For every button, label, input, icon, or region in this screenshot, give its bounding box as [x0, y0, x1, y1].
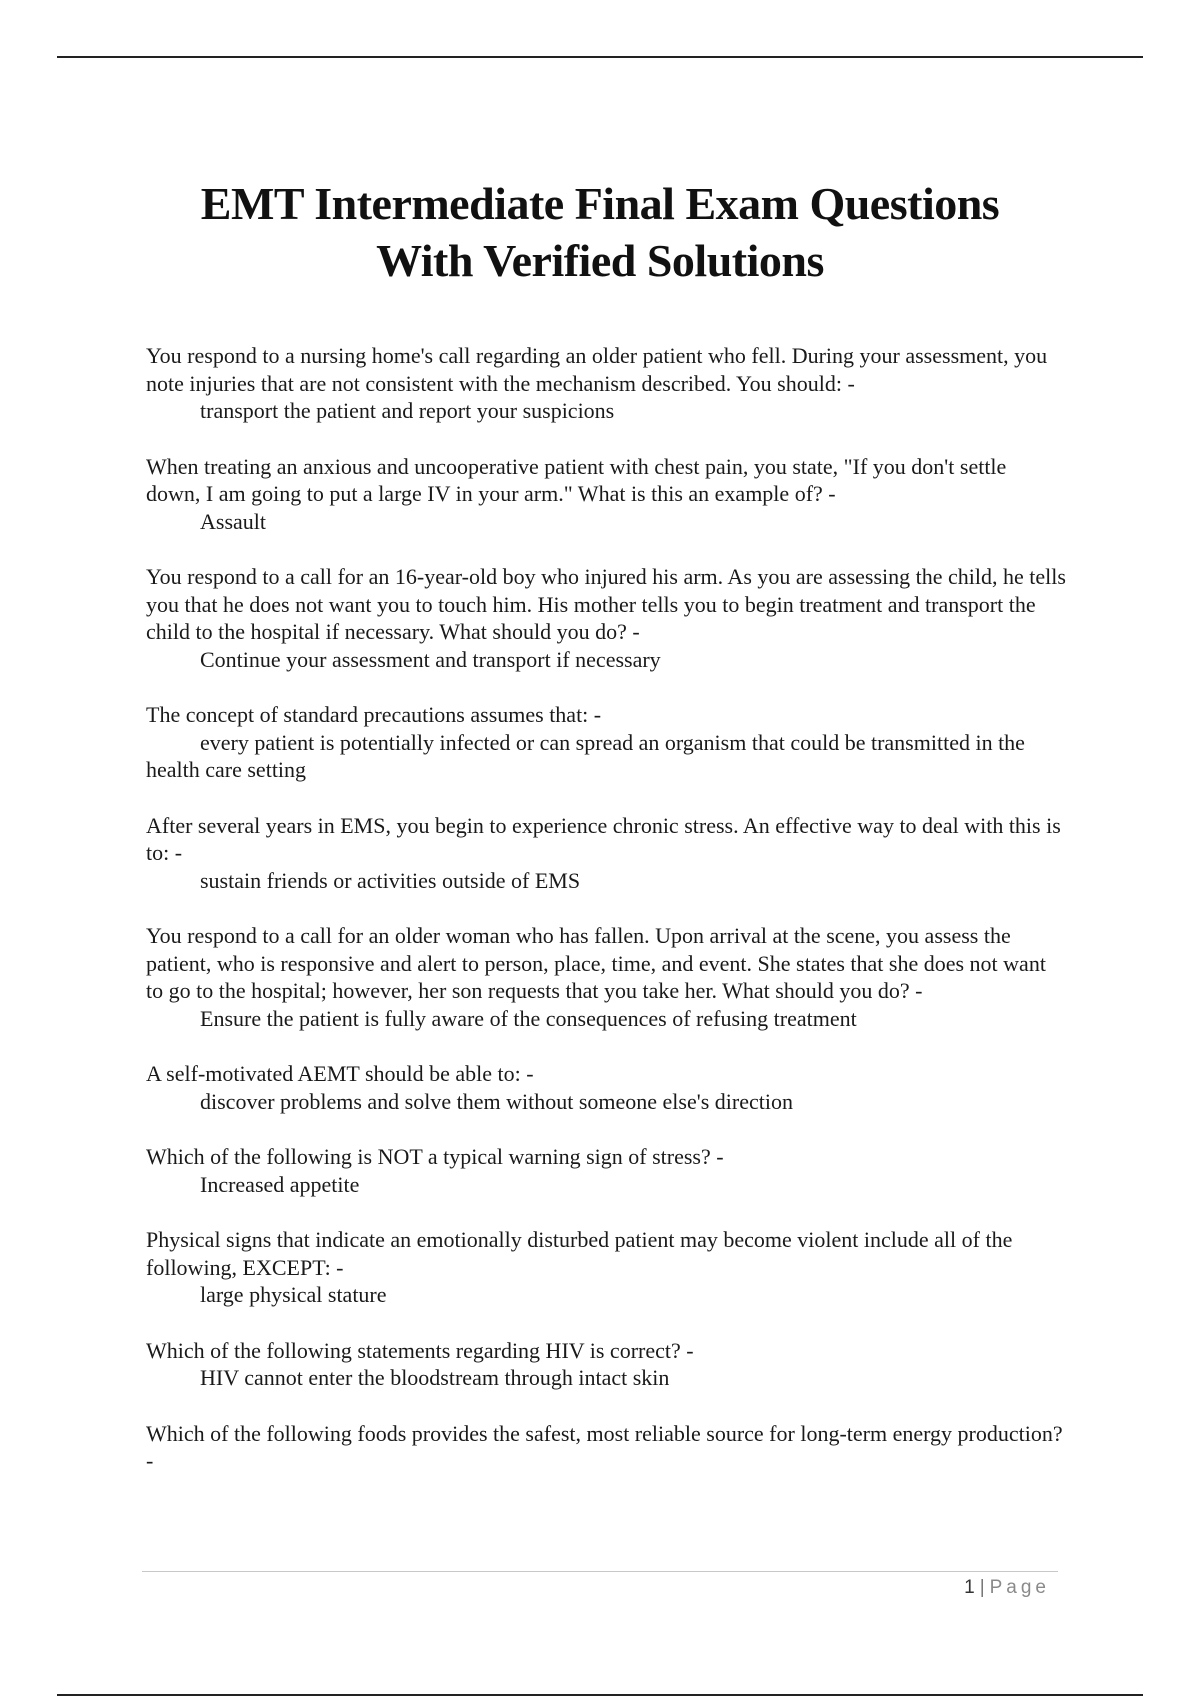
qa-item	[146, 342, 1066, 425]
question-text: When treating an anxious and uncooperative patient with chest pain, you state, "If you don't settle down, I am going to put a large IV in your arm." What is this an example of? -	[146, 453, 1007, 506]
question-text: Which of the following foods provides the safest, most reliable source for long-term energy production? -	[146, 1420, 1063, 1473]
question-text: You respond to a call for an 16-year-old boy who injured his arm. As you are assessing the child, he tells you that he does not want you to touch him. His mother tells you to begin treatment and transport the child to the hospital if necessary. What should you do? -	[146, 564, 1066, 644]
footer-rule	[142, 1571, 1058, 1572]
answer-text: Assault	[200, 508, 266, 534]
answer-text: large physical stature	[200, 1282, 387, 1307]
question-text: The concept of standard precautions assumes that: -	[146, 702, 602, 727]
bottom-rule	[57, 1694, 1143, 1696]
qa-item	[146, 701, 1066, 784]
answer-text: Ensure the patient is fully aware of the consequences of refusing treatment	[200, 1005, 857, 1031]
document-title	[0, 175, 1200, 289]
qa-item	[146, 1143, 1066, 1198]
qa-item	[146, 453, 1066, 536]
title-line-2: With Verified Solutions	[376, 234, 824, 286]
page-number-value: 1	[964, 1577, 976, 1598]
answer-text: transport the patient and report your suspicions	[200, 398, 615, 423]
qa-item	[146, 563, 1066, 673]
page-word: Page	[989, 1577, 1050, 1598]
answer-text: HIV cannot enter the bloodstream through intact skin	[200, 1365, 670, 1390]
question-text: Which of the following statements regarding HIV is correct? -	[146, 1337, 694, 1363]
qa-item	[146, 1420, 1066, 1475]
question-text: Which of the following is NOT a typical warning sign of stress? -	[146, 1144, 724, 1169]
answer-text: sustain friends or activities outside of EMS	[200, 867, 581, 893]
top-rule	[57, 56, 1143, 58]
question-text: After several years in EMS, you begin to experience chronic stress. An effective way to deal with this is to: -	[146, 812, 1061, 865]
page-number	[964, 1577, 1050, 1599]
question-text: You respond to a call for an older woman who has fallen. Upon arrival at the scene, you assess the patient, who is responsive and alert to person, place, time, and event. She states that she does not want to go to the hospital; however, her son requests that you take her. What should you do? -	[146, 923, 1046, 1003]
answer-text: every patient is potentially infected or can spread an organism that could be transmitted in the health care setting	[146, 729, 1025, 782]
qa-item	[146, 922, 1066, 1032]
answer-text: discover problems and solve them without someone else's direction	[200, 1088, 793, 1114]
page-separator: |	[979, 1577, 986, 1598]
question-text: Physical signs that indicate an emotionally disturbed patient may become violent include all of the following, EXCEPT: -	[146, 1227, 1013, 1280]
title-line-1: EMT Intermediate Final Exam Questions	[200, 177, 1000, 229]
question-text: You respond to a nursing home's call regarding an older patient who fell. During your assessment, you note injuries that are not consistent with the mechanism described. You should: -	[146, 343, 1048, 396]
answer-text: Increased appetite	[200, 1171, 360, 1197]
qa-item	[146, 812, 1066, 895]
answer-text: Continue your assessment and transport if necessary	[200, 646, 661, 672]
qa-item	[146, 1337, 1066, 1392]
qa-item	[146, 1226, 1066, 1309]
qa-list	[146, 342, 1066, 1503]
qa-item	[146, 1060, 1066, 1115]
question-text: A self-motivated AEMT should be able to: -	[146, 1061, 534, 1086]
